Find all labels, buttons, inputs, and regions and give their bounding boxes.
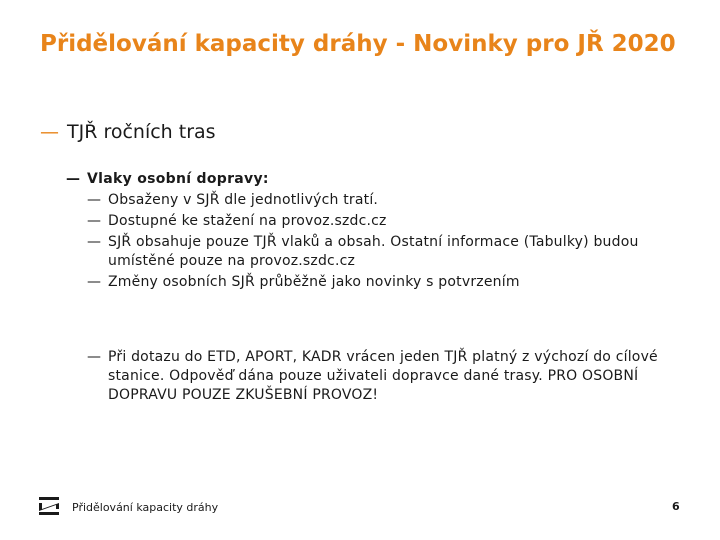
bullet-text: SJŘ obsahuje pouze TJŘ vlaků a obsah. Ostatní informace (Tabulky) budou umístěné pouze na provoz.szdc.cz — [108, 234, 639, 269]
bullet-level1 — [40, 120, 216, 144]
bullet-dash: — — [87, 234, 102, 250]
bullet-dash: — — [66, 171, 81, 187]
bullet-text: TJŘ ročních tras — [67, 121, 216, 143]
bullet-dash: — — [87, 213, 102, 229]
bullet-level3 — [87, 212, 687, 231]
bullet-level3 — [87, 233, 687, 271]
bullet-dash: — — [87, 349, 102, 365]
bullet-text: Změny osobních SJŘ průběžně jako novinky s potvrzením — [108, 274, 520, 290]
bullet-dash: — — [87, 274, 102, 290]
bullet-text: Obsaženy v SJŘ dle jednotlivých tratí. — [108, 192, 379, 208]
bullet-dash: — — [40, 121, 59, 143]
bullet-text: Dostupné ke stažení na provoz.szdc.cz — [108, 213, 387, 229]
page-number: 6 — [672, 500, 680, 513]
bullet-level3 — [87, 348, 687, 405]
bullet-text: Při dotazu do ETD, APORT, KADR vrácen jeden TJŘ platný z výchozí do cílové stanice. Odpověď dána pouze uživateli dopravce dané trasy. PRO OSOBNÍ DOPRAVU POUZE ZKUŠEBNÍ PROVOZ! — [108, 349, 658, 403]
bullet-text: Vlaky osobní dopravy: — [87, 171, 269, 187]
slide-title: Přidělování kapacity dráhy - Novinky pro JŘ 2020 — [40, 31, 676, 57]
bullet-level3 — [87, 191, 687, 210]
bullet-dash: — — [87, 192, 102, 208]
szdc-logo-icon — [38, 496, 60, 516]
footer-text: Přidělování kapacity dráhy — [72, 501, 219, 514]
bullet-level2 — [66, 170, 269, 188]
bullet-level3 — [87, 273, 687, 292]
